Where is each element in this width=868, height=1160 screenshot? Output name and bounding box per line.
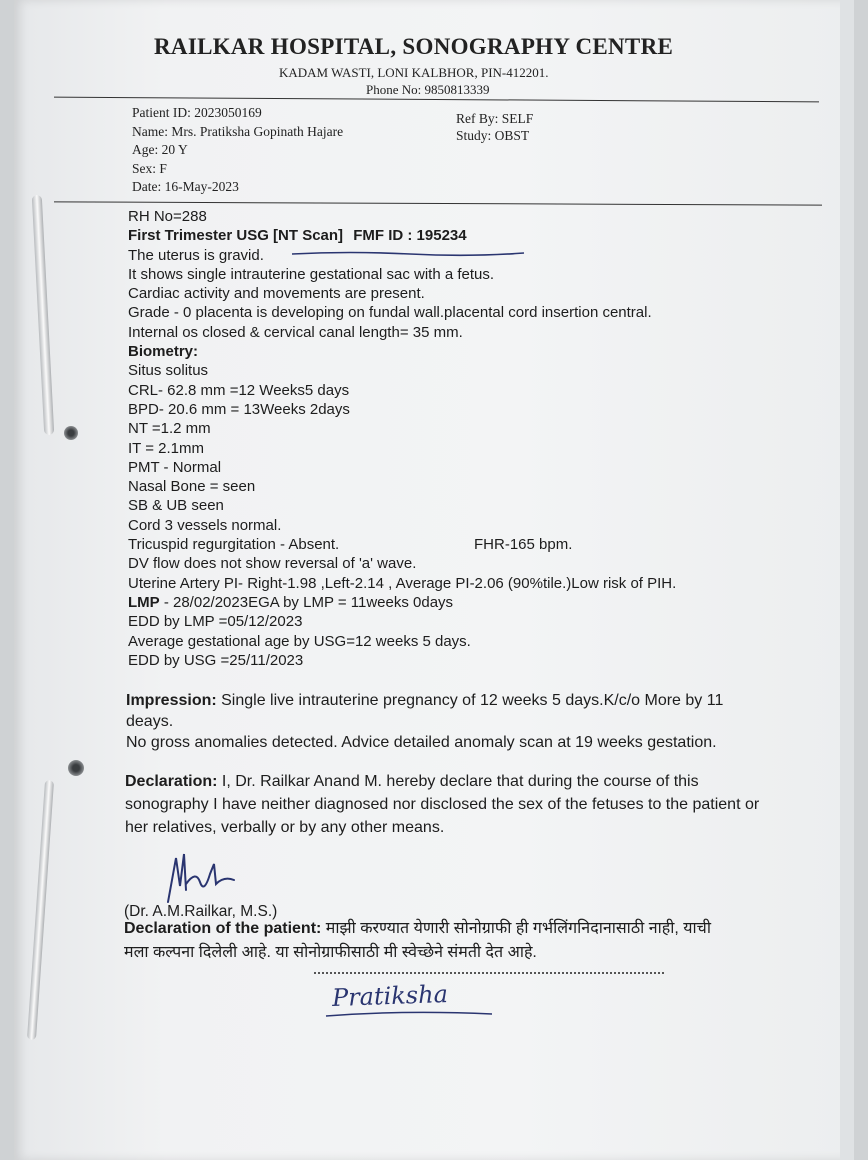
impression	[126, 690, 723, 753]
fmf-id: FMF ID : 195234	[353, 227, 467, 245]
impression-label: Impression:	[126, 692, 217, 709]
patient-rule	[54, 201, 822, 205]
average-ga: Average gestational age by USG=12 weeks 5 days.	[128, 632, 471, 650]
doctor-signature	[154, 840, 244, 910]
patient-declaration-text-2: मला कल्पना दिलेली आहे. या सोनोग्राफीसाठी मी स्वेच्छेने संमती देत आहे.	[124, 944, 537, 961]
patient-declaration-text-1: माझी करण्यात येणारी सोनोग्राफी ही गर्भलिंगनिदानासाठी नाही, याची	[321, 920, 711, 937]
punch-hole-top	[64, 426, 78, 440]
biometry-2: BPD- 20.6 mm = 13Weeks 2days	[128, 400, 350, 418]
patient-declaration-line-1	[124, 917, 711, 941]
scan-title-line	[128, 226, 676, 245]
biometry-5: PMT - Normal	[128, 458, 222, 476]
patient-signature: Pratiksha	[331, 979, 449, 1013]
finding-0: The uterus is gravid.	[128, 246, 264, 264]
study-type: Study: OBST	[456, 128, 530, 143]
hospital-name: RAILKAR HOSPITAL, SONOGRAPHY CENTRE	[154, 34, 674, 59]
lmp-label: LMP	[128, 593, 160, 611]
pen-underline	[290, 250, 526, 258]
scan-title: First Trimester USG [NT Scan]	[128, 227, 344, 245]
declaration-text-3: her relatives, verbally or by any other means.	[125, 819, 445, 836]
doctor-name: (Dr. A.M.Railkar, M.S.)	[124, 903, 278, 920]
rh-number: RH No=288	[128, 208, 207, 225]
patient-sex: Sex: F	[132, 160, 167, 176]
punch-hole-bottom	[68, 760, 84, 776]
patient-declaration	[124, 917, 711, 965]
patient-id: Patient ID: 2023050169	[132, 105, 262, 120]
biometry-1: CRL- 62.8 mm =12 Weeks5 days	[128, 381, 350, 399]
patient-name: Name: Mrs. Pratiksha Gopinath Hajare	[132, 123, 344, 139]
declaration-text-2: sonography I have neither diagnosed nor disclosed the sex of the fetuses to the patient or	[125, 796, 760, 813]
lmp-line	[128, 593, 676, 612]
patient-signature-underline	[324, 1008, 494, 1020]
declaration-line-1	[125, 770, 759, 793]
biometry-3: NT =1.2 mm	[128, 420, 211, 438]
finding-3: Grade - 0 placenta is developing on fundal wall.placental cord insertion central.	[128, 304, 652, 322]
tricuspid: Tricuspid regurgitation - Absent.	[128, 536, 340, 554]
edd-usg: EDD by USG =25/11/2023	[128, 651, 304, 669]
declaration-text-1: I, Dr. Railkar Anand M. hereby declare that during the course of this	[217, 773, 699, 790]
dv-flow: DV flow does not show reversal of 'a' wave.	[128, 555, 417, 573]
patient-info	[132, 104, 343, 197]
hospital-address: KADAM WASTI, LONI KALBHOR, PIN-412201.	[279, 65, 549, 80]
fhr: FHR-165 bpm.	[474, 536, 573, 554]
signature-dotted-line	[314, 972, 664, 974]
patient-age: Age: 20 Y	[132, 142, 188, 157]
impression-line-1	[126, 690, 723, 711]
impression-text-1: Single live intrauterine pregnancy of 12 weeks 5 days.K/c/o More by 11	[216, 692, 724, 709]
edd-lmp: EDD by LMP =05/12/2023	[128, 613, 303, 631]
referral-info	[456, 110, 533, 144]
impression-text-3: No gross anomalies detected. Advice detailed anomaly scan at 19 weeks gestation.	[126, 734, 717, 751]
biometry-6: Nasal Bone = seen	[128, 478, 256, 496]
biometry-0: Situs solitus	[128, 362, 209, 380]
uterine-artery: Uterine Artery PI- Right-1.98 ,Left-2.14 , Average PI-2.06 (90%tile.)Low risk of PIH.	[128, 574, 677, 592]
biometry-7: SB & UB seen	[128, 497, 224, 515]
tricuspid-line	[128, 535, 676, 554]
finding-1: It shows single intrauterine gestational sac with a fetus.	[128, 265, 495, 283]
paper-edge	[840, 0, 854, 1160]
binder-wire-bottom	[27, 780, 54, 1040]
lmp-value: - 28/02/2023EGA by LMP = 11weeks 0days	[159, 593, 454, 611]
declaration-label: Declaration:	[125, 773, 218, 790]
finding-2: Cardiac activity and movements are present.	[128, 285, 425, 303]
biometry-heading: Biometry:	[128, 343, 199, 361]
ref-by: Ref By: SELF	[456, 111, 534, 126]
biometry-8: Cord 3 vessels normal.	[128, 516, 282, 534]
report-page	[14, 0, 854, 1160]
patient-declaration-label: Declaration of the patient:	[124, 920, 322, 937]
impression-text-2: deays.	[126, 713, 174, 730]
biometry-4: IT = 2.1mm	[128, 439, 204, 457]
binder-wire-top	[32, 195, 55, 435]
report-body	[128, 207, 676, 670]
report-date: Date: 16-May-2023	[132, 179, 239, 194]
finding-4: Internal os closed & cervical canal length= 35 mm.	[128, 323, 463, 341]
doctor-declaration	[125, 770, 759, 839]
hospital-phone: Phone No: 9850813339	[366, 82, 490, 97]
